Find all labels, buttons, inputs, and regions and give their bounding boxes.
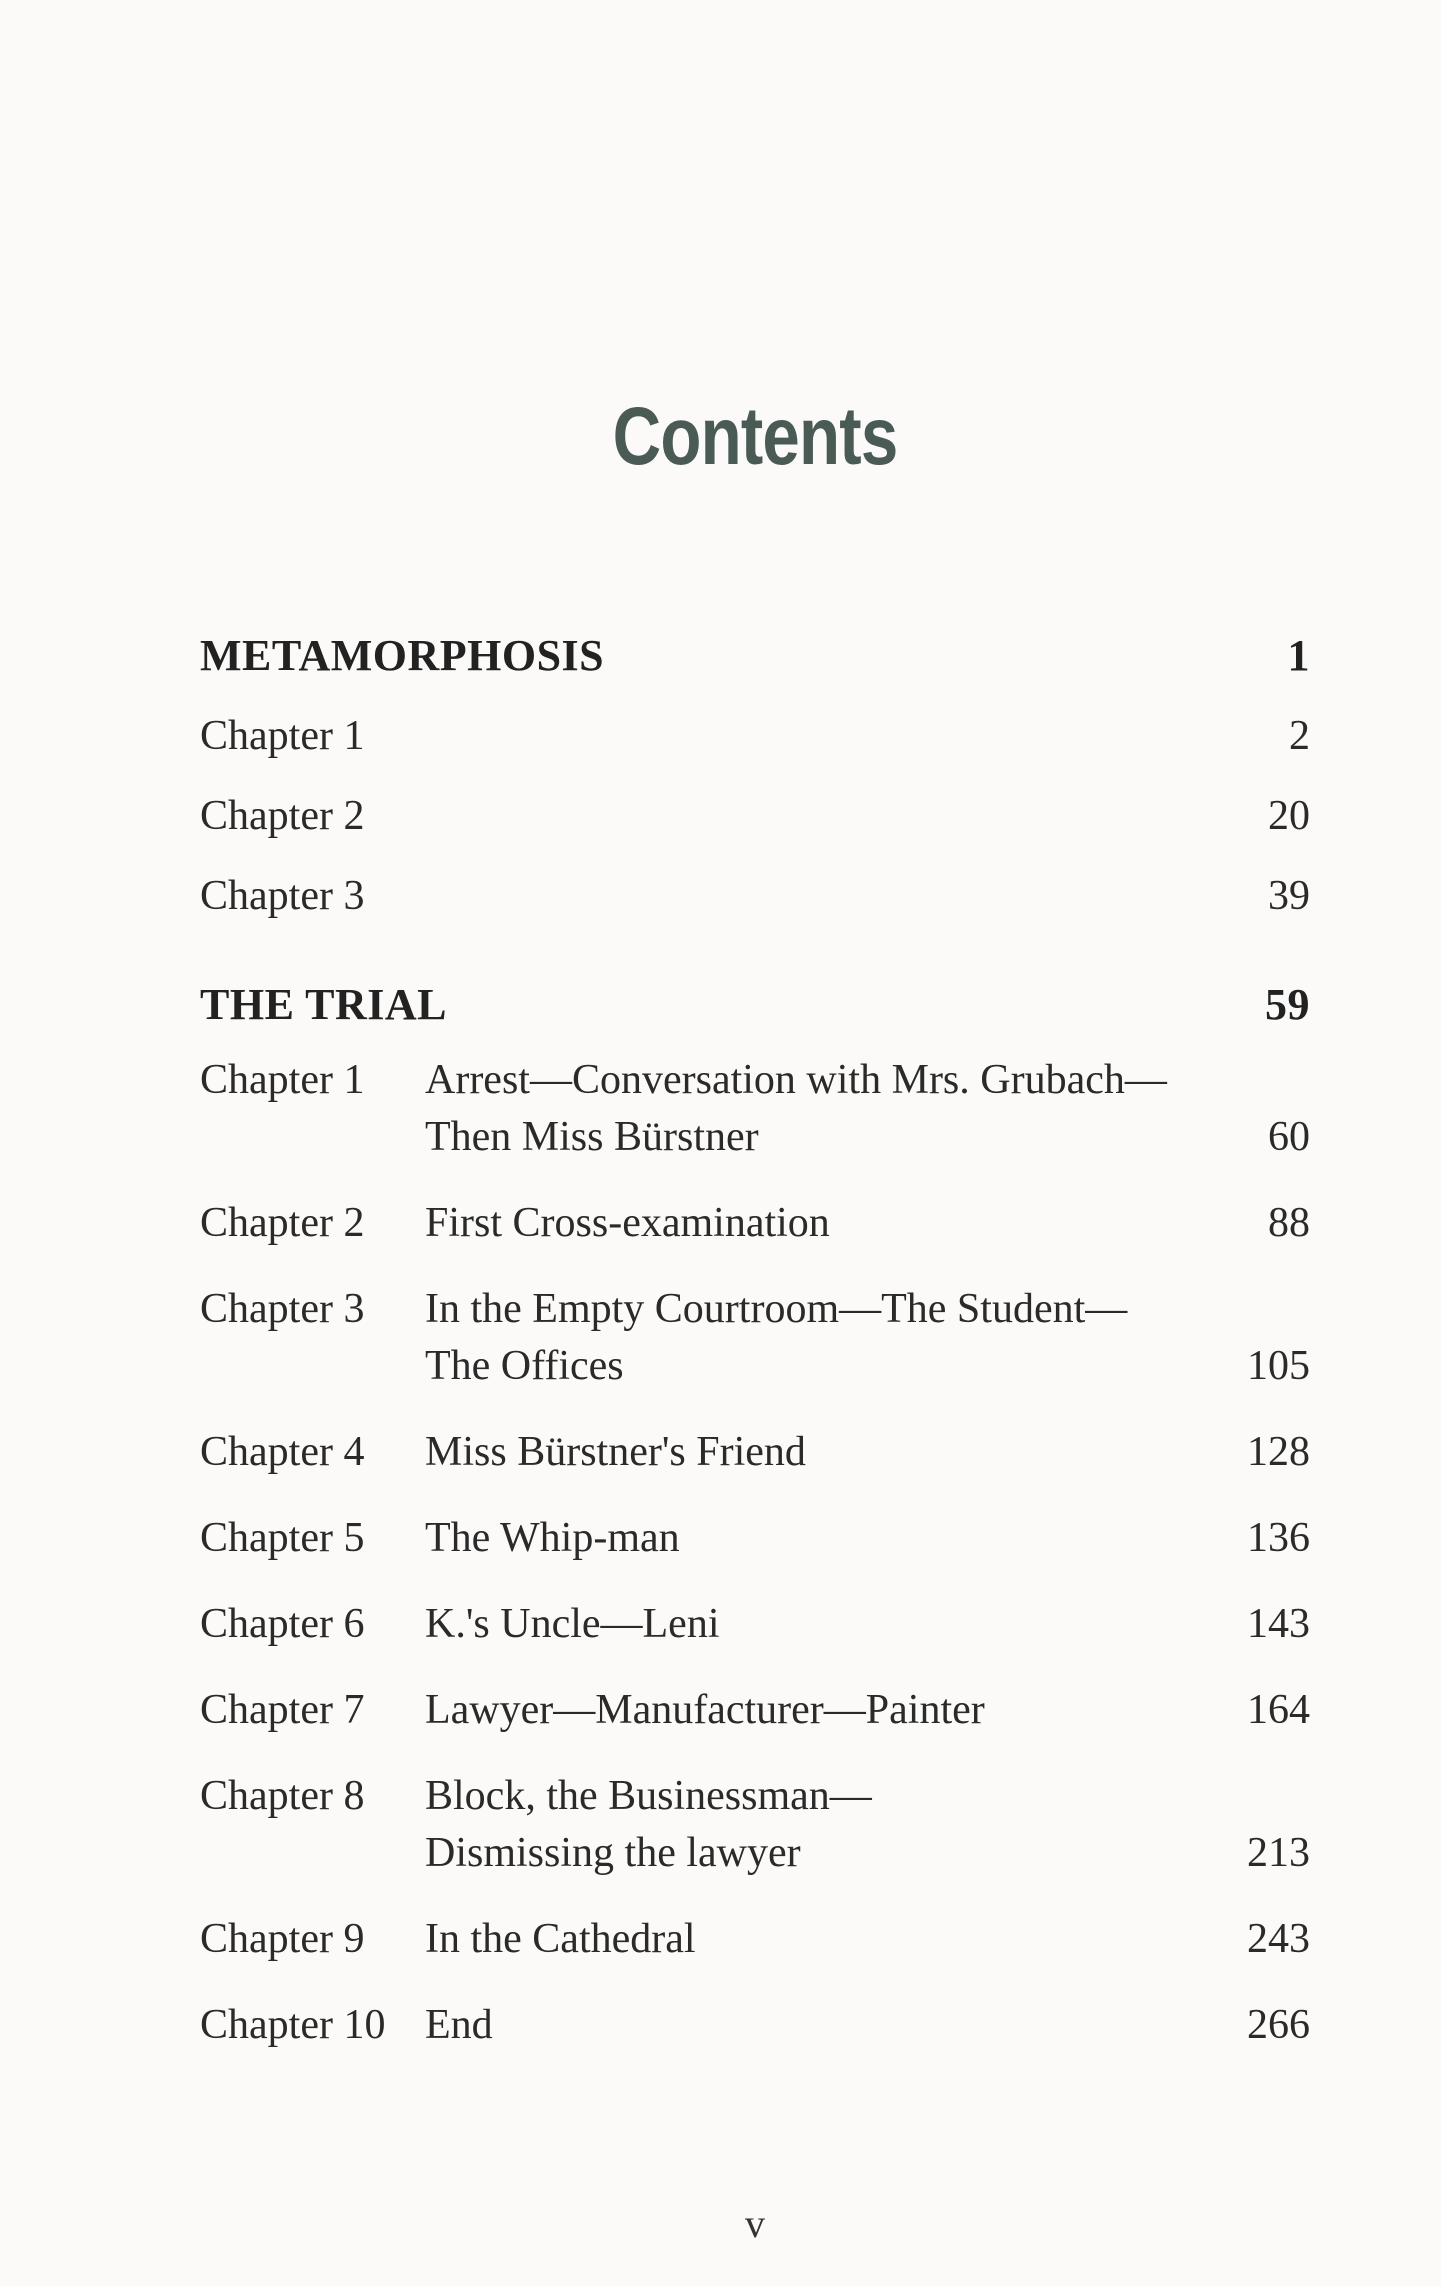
chapter-title: In the Empty Courtroom—The Student— — [425, 1286, 1128, 1332]
page-number: 88 — [1268, 1200, 1310, 1246]
chapter-label: Chapter 7 — [200, 1687, 365, 1733]
chapter-label: Chapter 1 — [200, 1057, 365, 1103]
chapter-title-continued: The Offices — [425, 1343, 624, 1389]
chapter-label: Chapter 2 — [200, 1200, 365, 1246]
page-folio: v — [745, 2201, 765, 2246]
chapter-title-continued: Then Miss Bürstner — [425, 1114, 759, 1160]
chapter-label: Chapter 6 — [200, 1601, 365, 1647]
page-number: 39 — [1268, 873, 1310, 919]
table-of-contents — [200, 630, 1310, 2054]
chapter-title: Arrest—Conversation with Mrs. Grubach— — [425, 1057, 1167, 1103]
page-number: 60 — [1268, 1114, 1310, 1160]
toc-entry[interactable] — [200, 1596, 1310, 1653]
page-number: 20 — [1268, 793, 1310, 839]
chapter-label: Chapter 5 — [200, 1515, 365, 1561]
page-number: 128 — [1247, 1429, 1310, 1475]
chapter-label: Chapter 10 — [200, 2002, 386, 2048]
chapter-title: Block, the Businessman— — [425, 1773, 872, 1819]
section-heading-metamorphosis[interactable] — [200, 630, 1310, 681]
section-heading-the-trial[interactable] — [200, 979, 1310, 1030]
chapter-title: Lawyer—Manufacturer—Painter — [425, 1687, 985, 1733]
page-number: 136 — [1247, 1515, 1310, 1561]
chapter-label: Chapter 2 — [200, 793, 365, 839]
toc-entry[interactable] — [200, 1281, 1310, 1395]
chapter-label: Chapter 4 — [200, 1429, 365, 1475]
section-page-number: 59 — [1265, 980, 1310, 1029]
toc-entry[interactable] — [200, 1052, 1310, 1166]
chapter-label: Chapter 3 — [200, 1286, 365, 1332]
page-title: Contents — [612, 391, 898, 482]
toc-entry[interactable] — [200, 793, 1310, 839]
chapter-title: Miss Bürstner's Friend — [425, 1429, 806, 1475]
chapter-label: Chapter 9 — [200, 1916, 365, 1962]
page-number: 164 — [1247, 1687, 1310, 1733]
section-page-number: 1 — [1287, 631, 1310, 680]
toc-entry[interactable] — [200, 1911, 1310, 1968]
toc-entry[interactable] — [200, 1510, 1310, 1567]
chapter-title: In the Cathedral — [425, 1916, 696, 1962]
toc-entry[interactable] — [200, 873, 1310, 919]
section-title: METAMORPHOSIS — [200, 631, 605, 680]
page-number: 143 — [1247, 1601, 1310, 1647]
chapter-title: K.'s Uncle—Leni — [425, 1601, 720, 1647]
toc-entry[interactable] — [200, 1682, 1310, 1739]
chapter-title-continued: Dismissing the lawyer — [425, 1830, 801, 1876]
toc-entry[interactable] — [200, 1997, 1310, 2054]
chapter-label: Chapter 3 — [200, 873, 365, 919]
toc-entry[interactable] — [200, 1424, 1310, 1481]
chapter-label: Chapter 8 — [200, 1773, 365, 1819]
page-number: 105 — [1247, 1343, 1310, 1389]
page-number: 213 — [1247, 1830, 1310, 1876]
chapter-title: End — [425, 2002, 493, 2048]
page-number: 266 — [1247, 2002, 1310, 2048]
section-title: THE TRIAL — [200, 980, 447, 1029]
chapter-label: Chapter 1 — [200, 713, 365, 759]
chapter-title: First Cross-examination — [425, 1200, 830, 1246]
page-number: 2 — [1289, 713, 1310, 759]
toc-entry[interactable] — [200, 1195, 1310, 1252]
toc-entry[interactable] — [200, 713, 1310, 759]
page-number: 243 — [1247, 1916, 1310, 1962]
chapter-title: The Whip-man — [425, 1515, 680, 1561]
toc-entry[interactable] — [200, 1768, 1310, 1882]
